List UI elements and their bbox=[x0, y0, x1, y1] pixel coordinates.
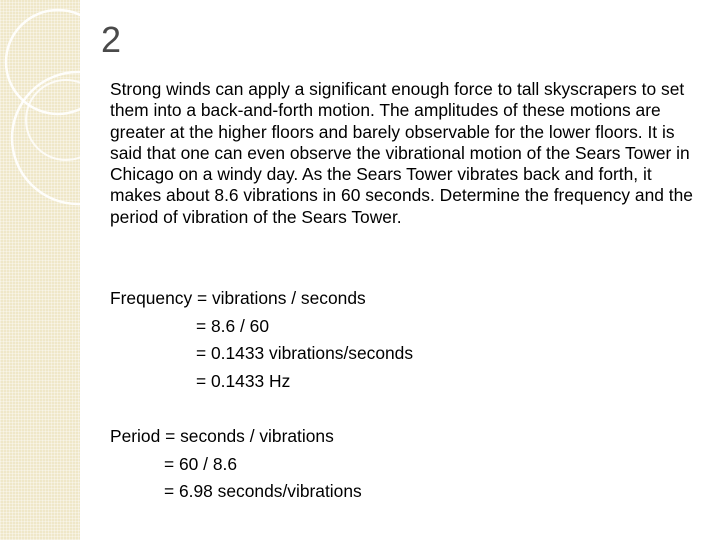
problem-statement: Strong winds can apply a significant enough force to tall skyscrapers to set them into a back-and-forth motion. The amplitudes of these motions are greater at the higher floors and barely observable for the lower floors. It is said that one can even observe the vibrational motion of the Sears Tower in Chicago on a windy day. As the Sears Tower vibrates back and forth, it makes about 8.6 vibrations in 60 seconds. Determine the frequency and the period of vibration of the Sears Tower. bbox=[110, 79, 693, 227]
frequency-formula: Frequency = vibrations / seconds bbox=[110, 288, 366, 308]
frequency-step-substitution: = 8.6 / 60 bbox=[196, 315, 270, 336]
period-calculation bbox=[110, 423, 362, 506]
decorative-rings-graphic bbox=[0, 0, 80, 540]
frequency-calculation bbox=[110, 285, 413, 395]
decorative-side-strip bbox=[0, 0, 80, 540]
period-formula: Period = seconds / vibrations bbox=[110, 426, 334, 446]
period-step-result: = 6.98 seconds/vibrations bbox=[164, 481, 362, 501]
frequency-step-result: = 0.1433 vibrations/seconds bbox=[196, 343, 414, 363]
period-step-substitution: = 60 / 8.6 bbox=[164, 453, 238, 474]
slide-number: 2 bbox=[101, 19, 122, 60]
frequency-step-hertz: = 0.1433 Hz bbox=[196, 370, 291, 391]
